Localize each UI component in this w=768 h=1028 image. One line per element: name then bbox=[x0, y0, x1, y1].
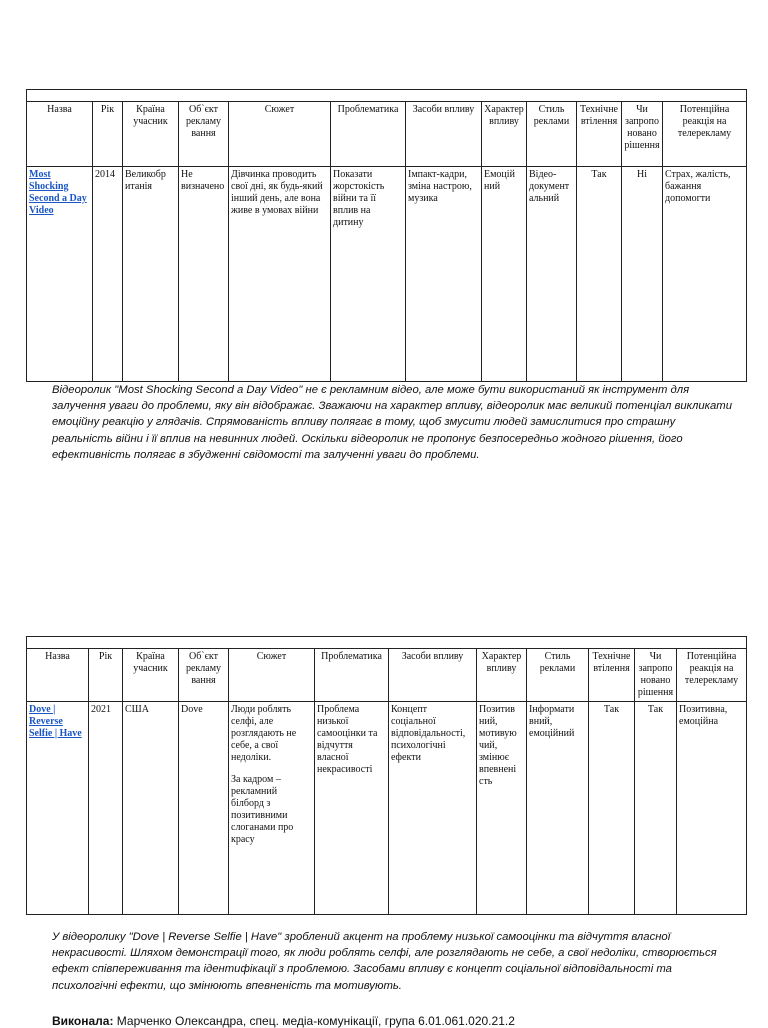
cell-object: Dove bbox=[179, 702, 229, 915]
cell-technical: Так bbox=[589, 702, 635, 915]
header-style: Стиль реклами bbox=[527, 649, 589, 702]
cell-country: Великобр итанія bbox=[123, 167, 179, 382]
header-means: Засоби впливу bbox=[406, 102, 482, 167]
header-problem: Проблематика bbox=[331, 102, 406, 167]
signed-label: Виконала: bbox=[52, 1014, 114, 1028]
header-country: Країна учасник bbox=[123, 102, 179, 167]
cell-year: 2021 bbox=[89, 702, 123, 915]
analysis-table-2 bbox=[26, 636, 747, 915]
header-problem: Проблематика bbox=[315, 649, 389, 702]
cell-means: Імпакт-кадри, зміна настрою, музика bbox=[406, 167, 482, 382]
cell-technical: Так bbox=[577, 167, 622, 382]
header-character: Характер впливу bbox=[482, 102, 527, 167]
header-solution: Чи запропо новано рішення bbox=[622, 102, 663, 167]
table-row bbox=[27, 702, 747, 915]
plot-text-2: За кадром – рекламний білборд з позитивними слоганами про красу bbox=[231, 774, 294, 845]
cell-object: Не визначено bbox=[179, 167, 229, 382]
analysis-paragraph-2: У відеоролику "Dove | Reverse Selfie | Have" зроблений акцент на проблему низької самооцінки та відчуття власної некрасивості. Шляхом демонстрації того, як люди роблять селфі, але розглядають не себе, а свої недоліки, створюється ефект співпереживання та ідентифікації з проблемою. Засобами впливу є концепт соціальної відповідальності та психологічні ефекти, що змінюють впевненість та мотивують. bbox=[52, 931, 717, 992]
table-caption-row bbox=[27, 90, 747, 102]
table-caption-row bbox=[27, 637, 747, 649]
header-name: Назва bbox=[27, 649, 89, 702]
cell-style: Відео-документ альний bbox=[527, 167, 577, 382]
header-year: Рік bbox=[93, 102, 123, 167]
analysis-table-1 bbox=[26, 89, 747, 382]
plot-text-1: Люди роблять селфі, але розглядають не себе, а свої недоліки. bbox=[231, 704, 297, 763]
header-character: Характер впливу bbox=[477, 649, 527, 702]
header-year: Рік bbox=[89, 649, 123, 702]
cell-year: 2014 bbox=[93, 167, 123, 382]
table-row bbox=[27, 167, 747, 382]
cell-solution: Ні bbox=[622, 167, 663, 382]
header-style: Стиль реклами bbox=[527, 102, 577, 167]
cell-problem: Проблема низької самооцінки та відчуття власної некрасивості bbox=[315, 702, 389, 915]
header-solution: Чи запропо новано рішення bbox=[635, 649, 677, 702]
header-plot: Сюжет bbox=[229, 649, 315, 702]
header-plot: Сюжет bbox=[229, 102, 331, 167]
header-object: Об`єкт рекламу вання bbox=[179, 102, 229, 167]
video-link[interactable]: Most Shocking Second a Day Video bbox=[29, 169, 87, 216]
cell-reaction: Позитивна, емоційна bbox=[677, 702, 747, 915]
cell-country: США bbox=[123, 702, 179, 915]
cell-plot bbox=[229, 702, 315, 915]
cell-plot: Дівчинка проводить свої дні, як будь-який інший день, але вона живе в умовах війни bbox=[229, 167, 331, 382]
cell-character: Емоцій ний bbox=[482, 167, 527, 382]
header-object: Об`єкт рекламу вання bbox=[179, 649, 229, 702]
video-link[interactable]: Dove | Reverse Selfie | Have bbox=[29, 704, 82, 739]
cell-means: Концепт соціальної відповідальності, психологічні ефекти bbox=[389, 702, 477, 915]
signature-line bbox=[52, 1014, 515, 1028]
header-name: Назва bbox=[27, 102, 93, 167]
cell-reaction: Страх, жалість, бажання допомогти bbox=[663, 167, 747, 382]
signed-text: Марченко Олександра, спец. медіа-комунікації, група 6.01.061.020.21.2 bbox=[116, 1014, 515, 1028]
header-country: Країна учасник bbox=[123, 649, 179, 702]
header-reaction: Потенційна реакція на телерекламу bbox=[677, 649, 747, 702]
header-technical: Технічне втілення bbox=[589, 649, 635, 702]
analysis-paragraph-1: Відеоролик "Most Shocking Second a Day Video" не є рекламним відео, але може бути використаний як інструмент для залучення уваги до проблеми, яку він відображає. Зважаючи на характер впливу, відеоролик має великий потенціал викликати емоційну реакцію у глядачів. Спрямованість впливу полягає в тому, щоб змусити людей замислитися про страшну реальність війни і її вплив на невинних людей. Оскільки відеоролик не пропонує безпосередньо жодного рішення, його ефективність полягає в збудженні свідомості та залученні уваги до проблеми. bbox=[52, 384, 732, 461]
cell-style: Інформати вний, емоційний bbox=[527, 702, 589, 915]
cell-problem: Показати жорстокість війни та її вплив на дитину bbox=[331, 167, 406, 382]
header-means: Засоби впливу bbox=[389, 649, 477, 702]
cell-character: Позитив ний, мотивую чий, змінює впевнені сть bbox=[477, 702, 527, 915]
cell-solution: Так bbox=[635, 702, 677, 915]
header-reaction: Потенційна реакція на телерекламу bbox=[663, 102, 747, 167]
header-technical: Технічне втілення bbox=[577, 102, 622, 167]
